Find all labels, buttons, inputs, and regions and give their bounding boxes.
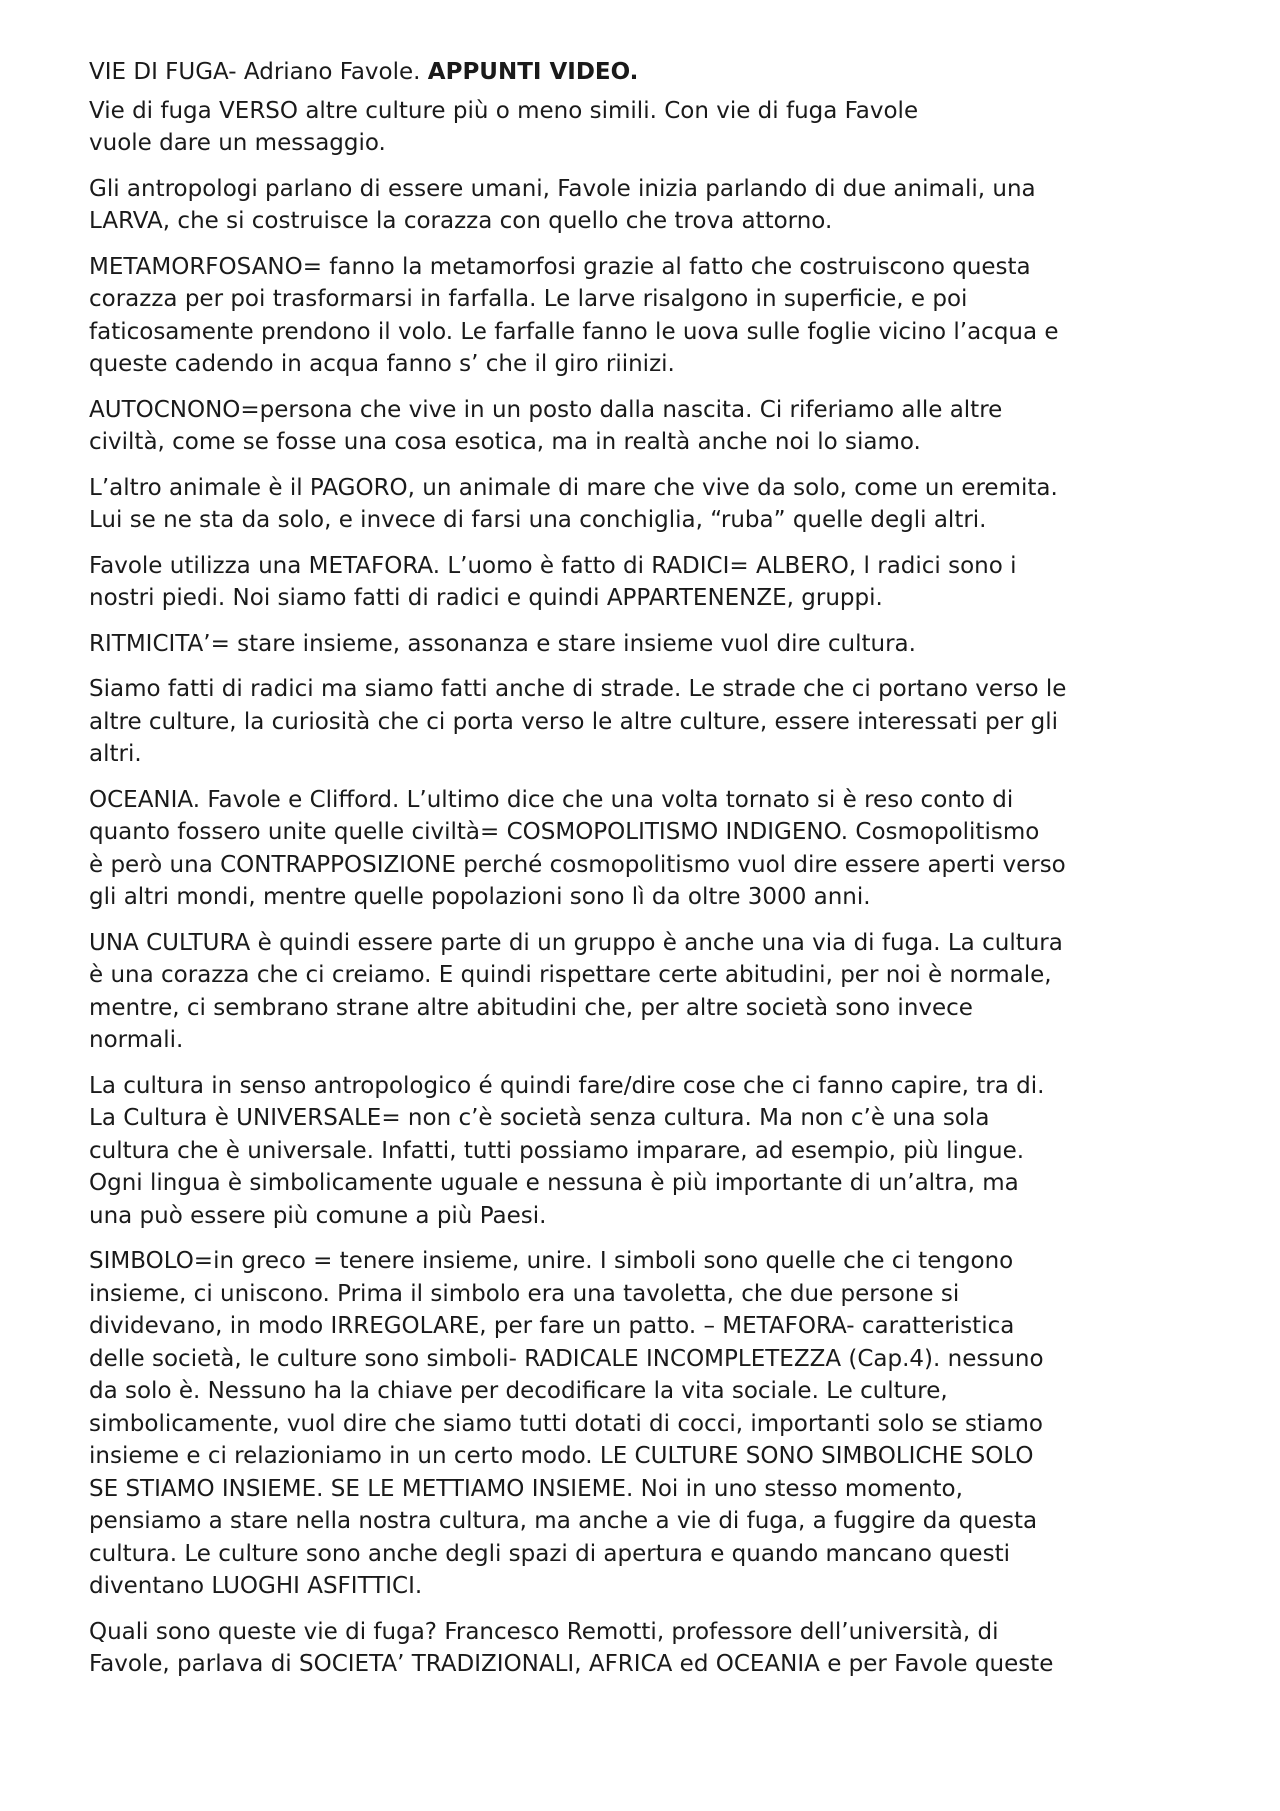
paragraph-line: RITMICITA’= stare insieme, assonanza e stare insieme vuol dire cultura. — [89, 630, 916, 657]
document-body — [89, 95, 1199, 1681]
paragraph — [89, 673, 1199, 771]
paragraph — [89, 784, 1199, 914]
paragraph-line: SE STIAMO INSIEME. SE LE METTIAMO INSIEME. Noi in uno stesso momento, — [89, 1475, 963, 1502]
paragraph-line: Gli antropologi parlano di essere umani, Favole inizia parlando di due animali, una — [89, 175, 1036, 202]
paragraph — [89, 95, 1199, 160]
paragraph — [89, 927, 1199, 1057]
document-title — [89, 56, 1199, 89]
paragraph-line: da solo è. Nessuno ha la chiave per decodificare la vita sociale. Le culture, — [89, 1378, 948, 1404]
paragraph-line: LARVA, che si costruisce la corazza con quello che trova attorno. — [89, 208, 833, 234]
paragraph-line: La Cultura è UNIVERSALE= non c’è società senza cultura. Ma non c’è una sola — [89, 1105, 990, 1131]
paragraph-line: civiltà, come se fosse una cosa esotica, ma in realtà anche noi lo siamo. — [89, 429, 921, 455]
paragraph — [89, 173, 1199, 238]
paragraph-line: insieme e ci relazioniamo in un certo modo. LE CULTURE SONO SIMBOLICHE SOLO — [89, 1443, 1034, 1469]
paragraph-line: normali. — [89, 1027, 184, 1053]
paragraph-line: insieme, ci uniscono. Prima il simbolo era una tavoletta, che due persone si — [89, 1280, 960, 1307]
paragraph-line: gli altri mondi, mentre quelle popolazioni sono lì da oltre 3000 anni. — [89, 884, 871, 910]
paragraph-line: METAMORFOSANO= fanno la metamorfosi grazie al fatto che costruiscono questa — [89, 253, 1031, 280]
title-bold-text: APPUNTI VIDEO. — [427, 59, 639, 85]
paragraph-line: Siamo fatti di radici ma siamo fatti anche di strade. Le strade che ci portano verso le — [89, 676, 1067, 702]
paragraph-line: faticosamente prendono il volo. Le farfalle fanno le uova sulle foglie vicino l’acqua e — [89, 318, 1059, 345]
paragraph-line: è però una CONTRAPPOSIZIONE perché cosmopolitismo vuol dire essere aperti verso — [89, 851, 1066, 878]
paragraph-line: delle società, le culture sono simboli- RADICALE INCOMPLETEZZA (Cap.4). nessuno — [89, 1345, 1044, 1372]
paragraph — [89, 1070, 1199, 1233]
paragraph-line: è una corazza che ci creiamo. E quindi rispettare certe abitudini, per noi è normale, — [89, 962, 1052, 988]
paragraph-line: simbolicamente, vuol dire che siamo tutti dotati di cocci, importanti solo se stiamo — [89, 1410, 1043, 1437]
paragraph-line: quanto fossero unite quelle civiltà= COSMOPOLITISMO INDIGENO. Cosmopolitismo — [89, 819, 1040, 845]
paragraph-line: La cultura in senso antropologico é quindi fare/dire cose che ci fanno capire, tra di. — [89, 1072, 1045, 1099]
paragraph-line: Quali sono queste vie di fuga? Francesco Remotti, professore dell’università, di — [89, 1618, 999, 1645]
paragraph-line: Ogni lingua è simbolicamente uguale e nessuna è più importante di un’altra, ma — [89, 1170, 1019, 1196]
paragraph — [89, 394, 1199, 459]
paragraph-line: SIMBOLO=in greco = tenere insieme, unire. I simboli sono quelle che ci tengono — [89, 1248, 1014, 1274]
paragraph-line: cultura che è universale. Infatti, tutti possiamo imparare, ad esempio, più lingue. — [89, 1137, 1025, 1164]
paragraph-line: mentre, ci sembrano strane altre abitudini che, per altre società sono invece — [89, 994, 973, 1021]
paragraph-line: cultura. Le culture sono anche degli spazi di apertura e quando mancano questi — [89, 1540, 1010, 1567]
paragraph — [89, 628, 1199, 661]
paragraph-line: diventano LUOGHI ASFITTICI. — [89, 1573, 423, 1599]
paragraph-line: vuole dare un messaggio. — [89, 130, 386, 156]
paragraph-line: L’altro animale è il PAGORO, un animale di mare che vive da solo, come un eremita. — [89, 474, 1058, 501]
paragraph — [89, 1616, 1199, 1681]
paragraph-line: dividevano, in modo IRREGOLARE, per fare un patto. – METAFORA- caratteristica — [89, 1313, 1015, 1339]
paragraph-line: Favole utilizza una METAFORA. L’uomo è fatto di RADICI= ALBERO, l radici sono i — [89, 552, 1017, 579]
paragraph — [89, 1245, 1199, 1603]
title-text: VIE DI FUGA- Adriano Favole. — [89, 59, 428, 85]
paragraph-line: nostri piedi. Noi siamo fatti di radici e quindi APPARTENENZE, gruppi. — [89, 585, 883, 611]
paragraph-line: Lui se ne sta da solo, e invece di farsi una conchiglia, “ruba” quelle degli altri. — [89, 507, 987, 533]
paragraph-line: pensiamo a stare nella nostra cultura, ma anche a vie di fuga, a fuggire da questa — [89, 1508, 1038, 1534]
paragraph-line: OCEANIA. Favole e Clifford. L’ultimo dice che una volta tornato si è reso conto di — [89, 786, 1014, 813]
paragraph-line: UNA CULTURA è quindi essere parte di un gruppo è anche una via di fuga. La cultura — [89, 929, 1063, 956]
paragraph — [89, 251, 1199, 381]
paragraph-line: una può essere più comune a più Paesi. — [89, 1202, 547, 1229]
paragraph-line: AUTOCNONO=persona che vive in un posto dalla nascita. Ci riferiamo alle altre — [89, 396, 1003, 423]
paragraph-line: altre culture, la curiosità che ci porta verso le altre culture, essere interessati per gli — [89, 708, 1059, 735]
document-page — [89, 56, 1199, 1694]
paragraph — [89, 550, 1199, 615]
paragraph-line: queste cadendo in acqua fanno s’ che il giro riinizi. — [89, 351, 675, 377]
paragraph-line: altri. — [89, 741, 142, 767]
paragraph-line: Favole, parlava di SOCIETA’ TRADIZIONALI, AFRICA ed OCEANIA e per Favole queste — [89, 1651, 1054, 1677]
paragraph-line: corazza per poi trasformarsi in farfalla. Le larve risalgono in superficie, e poi — [89, 286, 968, 312]
paragraph — [89, 472, 1199, 537]
paragraph-line: Vie di fuga VERSO altre culture più o meno simili. Con vie di fuga Favole — [89, 97, 919, 124]
